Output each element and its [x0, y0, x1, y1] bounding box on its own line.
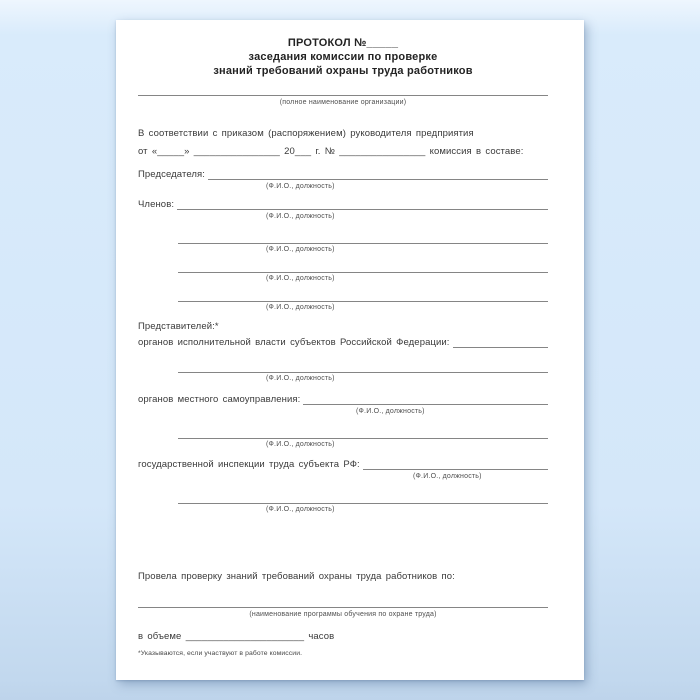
municipal-row [138, 393, 548, 405]
conducted-check-text: Провела проверку знаний требований охраны труда работников по: [138, 571, 455, 582]
fio-caption: (Ф.И.О., должность) [356, 408, 425, 415]
volume-suffix: часов [308, 631, 335, 642]
chairman-label: Председателя: [138, 169, 206, 180]
volume-prefix: в объеме [138, 631, 182, 642]
members-label: Членов: [138, 199, 175, 210]
member-blank-line-3 [178, 272, 548, 273]
program-blank-line [138, 607, 548, 608]
municipal-label: органов местного самоуправления: [138, 394, 301, 405]
protocol-title [138, 36, 548, 78]
fio-caption: (Ф.И.О., должность) [413, 473, 482, 480]
executive-authority-label: органов исполнительной власти субъектов Российской Федерации: [138, 337, 450, 348]
member-blank-line-4 [178, 301, 548, 302]
member-blank-line-2 [178, 243, 548, 244]
executive-authority-fio-line [178, 372, 548, 373]
labor-inspection-blank-line [363, 458, 548, 470]
volume-row [138, 631, 548, 643]
org-name-blank-line [138, 95, 548, 96]
fio-caption: (Ф.И.О., должность) [266, 441, 335, 448]
fio-caption: (Ф.И.О., должность) [266, 183, 335, 190]
member-blank-line-1 [177, 198, 548, 210]
protocol-title-line1: ПРОТОКОЛ №_____ [287, 37, 399, 49]
fio-caption: (Ф.И.О., должность) [266, 213, 335, 220]
labor-inspection-row [138, 458, 548, 470]
fio-caption: (Ф.И.О., должность) [266, 375, 335, 382]
executive-authority-blank-line [453, 336, 548, 348]
fio-caption: (Ф.И.О., должность) [266, 506, 335, 513]
org-name-caption: (полное наименование организации) [279, 99, 407, 106]
protocol-title-line2: заседания комиссии по проверке [248, 51, 438, 63]
executive-authority-row [138, 336, 548, 348]
members-row [138, 198, 548, 210]
municipal-blank-line [303, 393, 548, 405]
chairman-row [138, 168, 548, 180]
labor-inspection-fio-line [178, 503, 548, 504]
protocol-title-line3: знаний требований охраны труда работников [213, 65, 473, 77]
fio-caption: (Ф.И.О., должность) [266, 304, 335, 311]
intro-paragraph [138, 125, 548, 161]
labor-inspection-label: государственной инспекции труда субъекта РФ: [138, 459, 360, 470]
intro-line1: В соответствии с приказом (распоряжением) руководителя предприятия [138, 128, 474, 139]
fio-caption: (Ф.И.О., должность) [266, 275, 335, 282]
footnote: *Указываются, если участвуют в работе комиссии. [138, 650, 303, 657]
representatives-heading: Представителей:* [138, 321, 219, 332]
document-page [116, 20, 584, 680]
fio-caption: (Ф.И.О., должность) [266, 246, 335, 253]
intro-line2: от «_____» ________________ 20___ г. № ________________ комиссия в составе: [138, 146, 524, 157]
municipal-fio-line [178, 438, 548, 439]
chairman-blank-line [208, 168, 548, 180]
volume-blank: ______________________ [185, 631, 305, 642]
program-caption: (наименование программы обучения по охране труда) [249, 611, 437, 618]
